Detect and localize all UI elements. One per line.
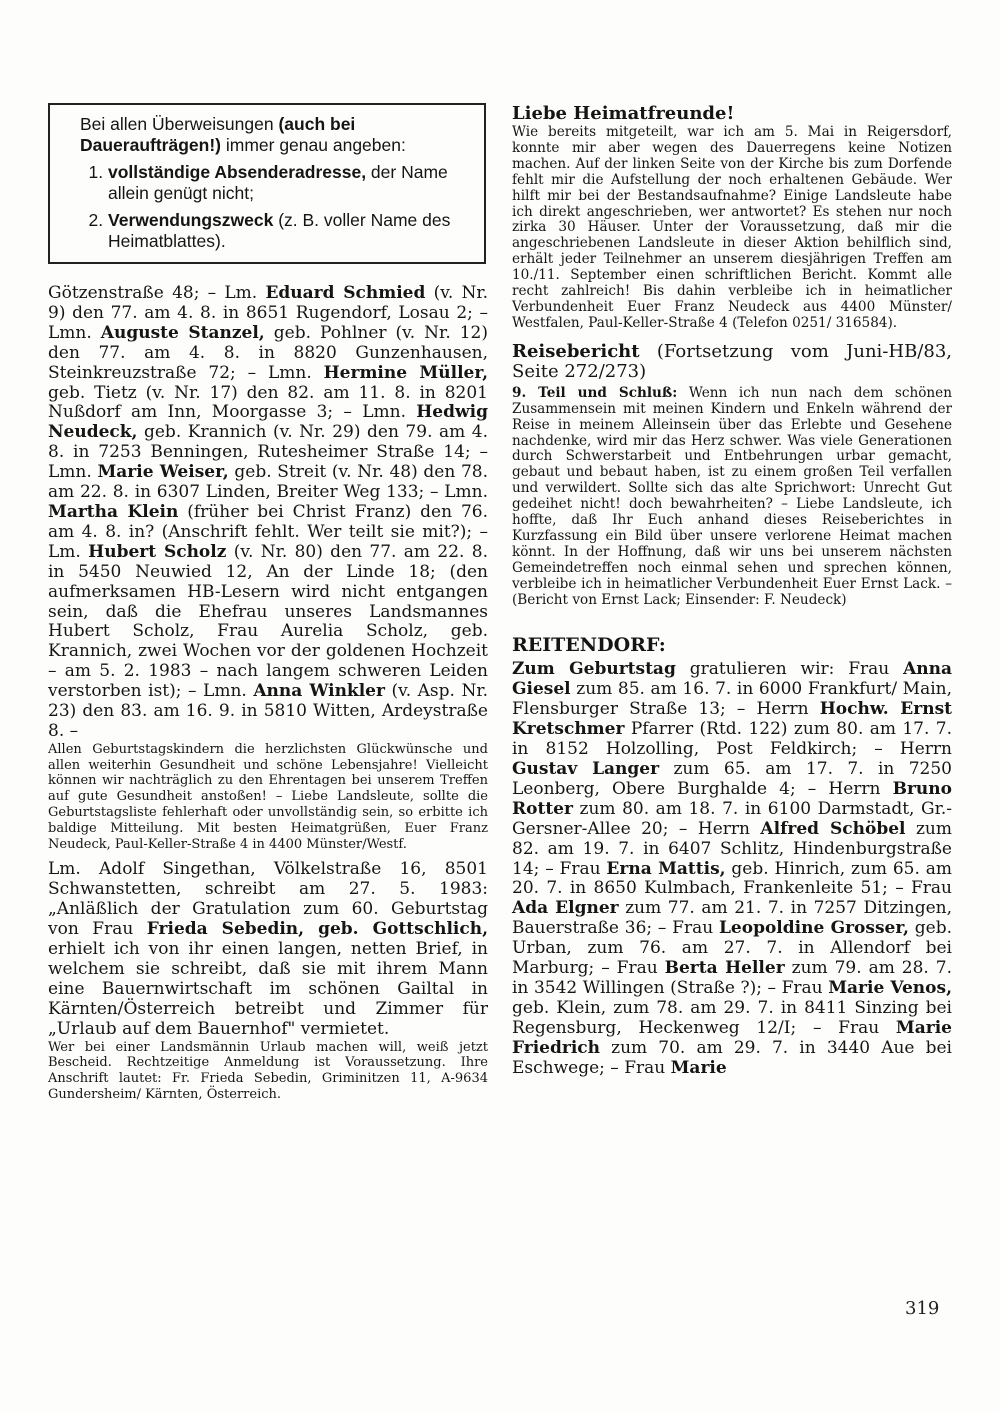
travel-report-paragraph: 9. Teil und Schluß: Wenn ich nun nach dem schönen Zusammensein mit meinen Kindern und Enkeln während der Reise in meinem Alleinsein über das Erlebte und Gesehene nachdenke, wird mir das Herz schwer. Was viele Generationen durch Schwerstarbeit und Entbehrungen urbar gemacht, gebaut und bebaut haben, ist zu einem großen Teil verfallen und verwildert. Sollte sich das alte Sprichwort: Unrecht Gut gedeihet nicht! doch bewahrheiten? – Liebe Landsleute, ich hoffte, daß Ihr Euch anhand dieses Reiseberichtes in Kurzfassung ein Bild über unsere verlorene Heimat machen könnt. In der Hoffnung, daß wir uns bei unserem nächsten Gemeindetreffen noch einmal sehen und sprechen können, verbleibe ich in heimatlicher Verbundenheit Euer Ernst Lack. – (Bericht von Ernst Lack; Einsender: F. Neudeck): [512, 384, 952, 608]
notice-list: [80, 162, 470, 252]
singethan-letter-paragraph: Lm. Adolf Singethan, Völkelstraße 16, 8501 Schwanstetten, schreibt am 27. 5. 1983: „Anläßlich der Gratulation zum 60. Geburtstag von Frau Frieda Sebedin, geb. Gottschlich, erhielt ich von ihr einen langen, netten Brief, in welchem sie schreibt, daß sie mit ihrem Mann eine Bauernwirtschaft im schönen Gailtal in Kärnten/Österreich betreibt und Zimmer für „Urlaub auf dem Bauernhof" vermietet.: [48, 859, 488, 1039]
notice-intro: Bei allen Überweisungen (auch bei Daueraufträgen!) immer genau angeben:: [80, 114, 406, 155]
reitendorf-birthday-paragraph: Zum Geburtstag gratulieren wir: Frau Anna Giesel zum 85. am 16. 7. in 6000 Frankfurt/ Main, Flensburger Straße 13; – Herrn Hochw. Ernst Kretschmer Pfarrer (Rtd. 122) zum 80. am 17. 7. in 8152 Holzolling, Post Feldkirch; – Herrn Gustav Langer zum 65. am 17. 7. in 7250 Leonberg, Obere Burghalde 4; – Herrn Bruno Rotter zum 80. am 18. 7. in 6100 Darmstadt, Gr.-Gersner-Allee 20; – Herrn Alfred Schöbel zum 82. am 19. 7. in 6407 Schlitz, Hindenburgstraße 14; – Frau Erna Mattis, geb. Hinrich, zum 65. am 20. 7. in 8650 Kulmbach, Frankenleite 51; – Frau Ada Elgner zum 77. am 21. 7. in 7257 Ditzingen, Bauerstraße 36; – Frau Leopoldine Grosser, geb. Urban, zum 76. am 27. 7. in Allendorf bei Marburg; – Frau Berta Heller zum 79. am 28. 7. in 3542 Willingen (Straße ?); – Frau Marie Venos, geb. Klein, zum 78. am 29. 7. in 8411 Sinzing bei Regensburg, Heckenweg 12/I; – Frau Marie Friedrich zum 70. am 29. 7. in 3440 Aue bei Eschwege; – Frau Marie: [512, 659, 953, 1078]
travel-report-title: Reisebericht (Fortsetzung vom Juni-HB/83, Seite 272/273): [512, 340, 952, 382]
notice-item: 1. vollständige Absenderadresse, der Name allein genügt nicht;: [108, 162, 470, 204]
reitendorf-heading: REITENDORF:: [512, 634, 666, 657]
neudeck-letter-paragraph: Wie bereits mitgeteilt, war ich am 5. Mai in Reigersdorf, konnte mir aber wegen des Dauerregens keine Notizen machen. Auf der linken Seite von der Kirche bis zum Dorfende fehlt mir die Aufstellung der noch erhaltenen Gebäude. Wer hilft mir bei der Bestandsaufnahme? Einige Landsleute habe ich direkt angeschrieben, wer antwortet? Es stehen nur noch zirka 30 Häuser. Unter der Voraussetzung, daß mir die angeschriebenen Landsleute in dieser Aktion behilflich sind, erhält jeder Teilnehmer an unserem diesjährigen Treffen am 10./11. September einen schriftlichen Bericht. Kommt alle recht zahlreich! Bis dahin verbleibe ich in heimatlicher Verbundenheit Euer Franz Neudeck aus 4400 Münster/ Westfalen, Paul-Keller-Straße 4 (Telefon 0251/ 316584).: [512, 124, 952, 331]
right-column: [512, 103, 952, 1079]
left-column: [48, 103, 488, 1103]
notice-item: 2. Verwendungszweck (z. B. voller Name des Heimatblattes).: [108, 210, 470, 252]
birthday-list-paragraph: Götzenstraße 48; – Lm. Eduard Schmied (v. Nr. 9) den 77. am 4. 8. in 8651 Rugendorf, Losau 2; – Lmn. Auguste Stanzel, geb. Pohlner (v. Nr. 12) den 77. am 4. 8. in 8820 Gunzenhausen, Steinkreuzstraße 72; – Lmn. Hermine Müller, geb. Tietz (v. Nr. 17) den 82. am 11. 8. in 8201 Nußdorf am Inn, Moorgasse 3; – Lmn. Hedwig Neudeck, geb. Krannich (v. Nr. 29) den 79. am 4. 8. in 7253 Benningen, Rutesheimer Straße 14; – Lmn. Marie Weiser, geb. Streit (v. Nr. 48) den 78. am 22. 8. in 6307 Linden, Breiter Weg 133; – Lmn. Martha Klein (früher bei Christ Franz) den 76. am 4. 8. in? (Anschrift fehlt. Wer teilt sie mit?); – Lm. Hubert Scholz (v. Nr. 80) den 77. am 22. 8. in 5450 Neuwied 12, An der Linde 18; (den aufmerksamen HB-Lesern wird nicht entgangen sein, daß die Ehefrau unseres Landsmannes Hubert Scholz, Frau Aurelia Scholz, geb. Krannich, zwei Wochen vor der goldenen Hochzeit – am 5. 2. 1983 – nach langem schweren Leiden verstorben ist); – Lmn. Anna Winkler (v. Asp. Nr. 23) den 83. am 16. 9. in 5810 Witten, Ardeystraße 8. –: [48, 283, 489, 741]
payment-notice-box: [48, 103, 486, 264]
birthday-wishes-paragraph: Allen Geburtstagskindern die herzlichsten Glückwünsche und allen weiterhin Gesundheit und schöne Lebensjahre! Vielleicht können wir nachträglich zu den Ehrentagen bei unserem Treffen auf gute Gesundheit anstoßen! – Liebe Landsleute, sollte die Geburtstagsliste fehlerhaft oder unvollständig sein, so erbitte ich baldige Mitteilung. Mit besten Heimatgrüßen, Euer Franz Neudeck, Paul-Keller-Straße 4 in 4400 Münster/Westf.: [48, 741, 488, 852]
page-number: 319: [905, 1298, 940, 1319]
vacation-info-paragraph: Wer bei einer Landsmännin Urlaub machen will, weiß jetzt Bescheid. Rechtzeitige Anmeldung ist Voraussetzung. Ihre Anschrift lautet: Fr. Frieda Sebedin, Griminitzen 11, A-9634 Gundersheim/ Kärnten, Österreich.: [48, 1039, 488, 1102]
greeting-heading: Liebe Heimatfreunde!: [512, 103, 735, 124]
